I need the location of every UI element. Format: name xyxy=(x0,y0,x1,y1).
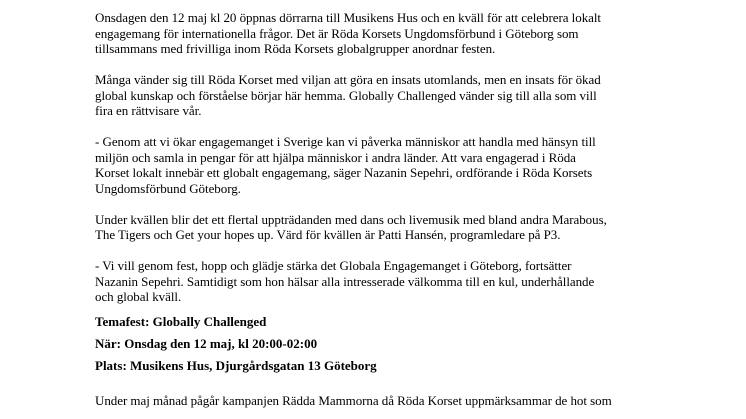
text-line: The Tigers och Get your hopes up. Värd för kvällen är Patti Hansén, programledare på P3. xyxy=(95,227,561,242)
paragraph-campaign xyxy=(95,393,735,409)
text-line: global kunskap och förståelse börjar här hemma. Globally Challenged vänder sig till alla som vill xyxy=(95,87,597,103)
event-location: Plats: Musikens Hus, Djurgårdsgatan 13 Göteborg xyxy=(95,357,377,373)
text-line: Korset lokalt innebär ett globalt engagemang, säger Nazanin Sepehri, ordförande i Röda Korsets xyxy=(95,165,593,180)
paragraph-performances xyxy=(95,212,735,243)
paragraph-global-knowledge xyxy=(95,72,735,119)
event-theme: Temafest: Globally Challenged xyxy=(95,313,267,329)
event-time: När: Onsdag den 12 maj, kl 20:00-02:00 xyxy=(95,335,318,351)
paragraph-quote-engagement xyxy=(95,134,735,196)
text-line: Nazanin Sepehri. Samtidigt som hon hälsar alla intresserade välkomma till en kul, underhållande xyxy=(95,273,595,289)
text-line: miljön och samla in pengar för att hjälpa människor i andra länder. Att vara engagerad i Röda xyxy=(95,149,576,165)
text-line: - Genom att vi ökar engagemanget i Sverige kan vi påverka människor att handla med hänsyn till xyxy=(95,134,596,149)
document-page xyxy=(95,10,735,409)
text-line: Många vänder sig till Röda Korset med viljan att göra en insats utomlands, men en insats för ökad xyxy=(95,72,601,87)
text-line: Ungdomsförbund Göteborg. xyxy=(95,180,241,196)
paragraph-quote-celebration xyxy=(95,258,735,305)
text-line: Onsdagen den 12 maj kl 20 öppnas dörrarna till Musikens Hus och en kväll för att celebrera lokalt xyxy=(95,10,601,25)
text-line: engagemang för internationella frågor. Det är Röda Korsets Ungdomsförbund i Göteborg som xyxy=(95,25,579,41)
text-line: tillsammans med frivilliga inom Röda Korsets globalgrupper anordnar festen. xyxy=(95,41,496,56)
text-line: fira en rättvisare vår. xyxy=(95,103,202,118)
paragraph-intro xyxy=(95,10,735,57)
text-line: och global kväll. xyxy=(95,289,182,304)
text-line: Under maj månad pågår kampanjen Rädda Mammorna då Röda Korset uppmärksammar de hot som xyxy=(95,393,612,408)
text-line: - Vi vill genom fest, hopp och glädje stärka det Globala Engagemanget i Göteborg, fortsätter xyxy=(95,258,572,273)
text-line: Under kvällen blir det ett flertal uppträdanden med dans och livemusik med bland andra Marabous, xyxy=(95,211,607,227)
